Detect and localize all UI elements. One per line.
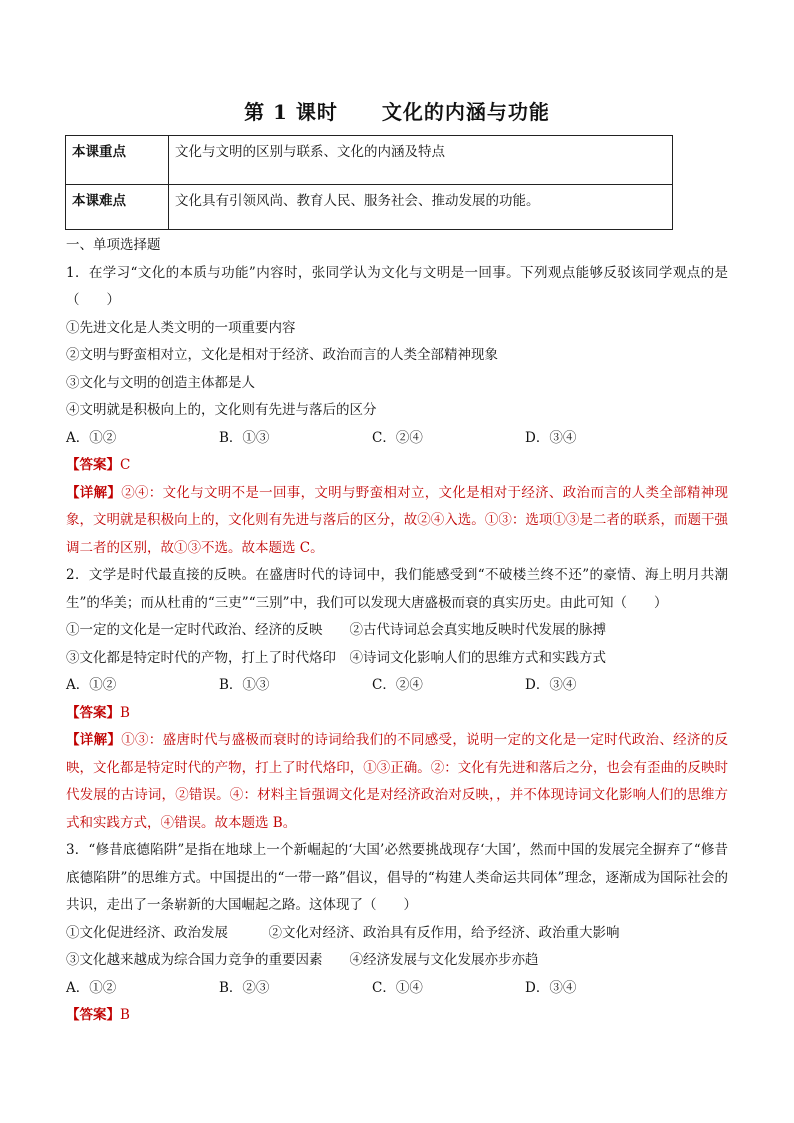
explanation-text: ②④：文化与文明不是一回事，文明与野蛮相对立，文化是相对于经济、政治而言的人类全部精神现象，文明就是积极向上的，文化则有先进与落后的区分，故②④入选。①③：选项①③是二者的联系，而题干强调二者的区别，故①③不选。故本题选 C。 [66, 484, 729, 556]
explanation-text: ①③：盛唐时代与盛极而衰时的诗词给我们的不同感受，说明一定的文化是一定时代政治、经济的反映，文化都是特定时代的产物，打上了时代烙印，①③正确。②：文化有先进和落后之分，也会有歪曲的反映时代发展的古诗词，②错误。④：材料主旨强调文化是对经济政治对反映，，并不体现诗词文化影响人们的思维方式和实践方式，④错误。故本题选 B。 [66, 732, 729, 831]
question-3-statement-2: ②文化对经济、政治具有反作用，给予经济、政治重大影响 [268, 924, 620, 941]
key-point-value: 文化与文明的区别与联系、文化的内涵及特点 [169, 136, 673, 185]
question-1-statement-3: ③文化与文明的创造主体都是人 [66, 374, 255, 391]
answer-tag: 【答案】 [66, 1007, 120, 1023]
lesson-summary-table [65, 135, 673, 230]
question-2-statements-row-2 [66, 645, 728, 673]
question-2-statement-1: ①一定的文化是一定时代政治、经济的反映 [66, 622, 323, 638]
option-b: B．①③ [219, 677, 270, 693]
question-2-explanation [66, 727, 728, 837]
question-1-statement-2: ②文明与野蛮相对立，文化是相对于经济、政治而言的人类全部精神现象 [66, 347, 498, 363]
question-2-options [66, 672, 728, 700]
table-row [66, 185, 673, 230]
question-3-statement-4: ④经济发展与文化发展亦步亦趋 [349, 952, 539, 968]
option-d: D．③④ [525, 677, 577, 693]
question-3-answer [66, 1002, 728, 1030]
question-1-answer [66, 452, 728, 480]
lesson-number: 第 1 课时 [244, 100, 338, 124]
option-b: B．②③ [219, 979, 270, 996]
explanation-tag: 【详解】 [66, 484, 122, 501]
question-2-statement-2: ②古代诗词总会真实地反映时代发展的脉搏 [349, 622, 606, 638]
option-a: A．①② [66, 429, 117, 446]
option-a: A．①② [66, 677, 117, 693]
answer-tag: 【答案】 [66, 704, 120, 721]
option-d: D．③④ [525, 979, 577, 996]
lesson-topic: 文化的内涵与功能 [381, 100, 550, 124]
question-2-answer [66, 700, 728, 728]
option-c: C．①④ [372, 979, 423, 996]
option-c: C．②④ [372, 677, 423, 693]
question-2-statement-3: ③文化都是特定时代的产物，打上了时代烙印 [66, 649, 336, 666]
answer-value: B [120, 704, 130, 721]
question-2-stem: 2．文学是时代最直接的反映。在盛唐时代的诗词中，我们能感受到“不破楼兰终不还”的豪情、海上明月共潮生”的华美；而从杜甫的“三吏”“三别”中，我们可以发现大唐盛极而衰的真实历史。由此可知（ ） [66, 567, 728, 611]
question-3-stem: 3．“修昔底德陷阱”是指在地球上一个新崛起的‘大国’必然要挑战现存‘大国’，然而中国的发展完全摒弃了“修昔底德陷阱”的思维方式。中国提出的“一带一路”倡议，倡导的“构建人类命运共同体”理念，逐渐成为国际社会的共识，走出了一条崭新的大国崛起之路。这体现了（ ） [66, 842, 728, 913]
question-3-statement-3: ③文化越来越成为综合国力竞争的重要因素 [66, 952, 323, 968]
question-3-statements-row-2 [66, 947, 728, 975]
option-a: A．①② [66, 979, 117, 996]
question-2-statement-4: ④诗词文化影响人们的思维方式和实践方式 [349, 649, 606, 666]
section-heading: 一、单项选择题 [66, 237, 161, 253]
option-b: B．①③ [219, 429, 270, 446]
difficulty-label: 本课难点 [66, 185, 169, 230]
question-1-statement-4: ④文明就是积极向上的，文化则有先进与落后的区分 [66, 402, 377, 418]
answer-tag: 【答案】 [66, 457, 120, 473]
explanation-tag: 【详解】 [66, 732, 122, 748]
question-1-statement-1: ①先进文化是人类文明的一项重要内容 [66, 319, 296, 336]
option-d: D．③④ [525, 429, 577, 446]
key-point-label: 本课重点 [66, 136, 169, 185]
answer-value: B [120, 1007, 130, 1023]
question-3-statement-1: ①文化促进经济、政治发展 [66, 924, 228, 941]
question-list [66, 232, 728, 1030]
question-1-stem: 1．在学习“文化的本质与功能”内容时，张同学认为文化与文明是一回事。下列观点能够反驳该同学观点的是（ ） [66, 264, 728, 308]
answer-value: C [120, 457, 131, 473]
option-c: C．②④ [372, 429, 423, 446]
difficulty-value: 文化具有引领风尚、教育人民、服务社会、推动发展的功能。 [169, 185, 673, 230]
table-row [66, 136, 673, 185]
question-1-options [66, 425, 728, 453]
question-3-options [66, 975, 728, 1003]
question-3-statements-row-1 [66, 920, 728, 948]
page-title [0, 96, 794, 125]
question-1-explanation [66, 480, 728, 563]
question-2-statements-row-1 [66, 617, 728, 645]
